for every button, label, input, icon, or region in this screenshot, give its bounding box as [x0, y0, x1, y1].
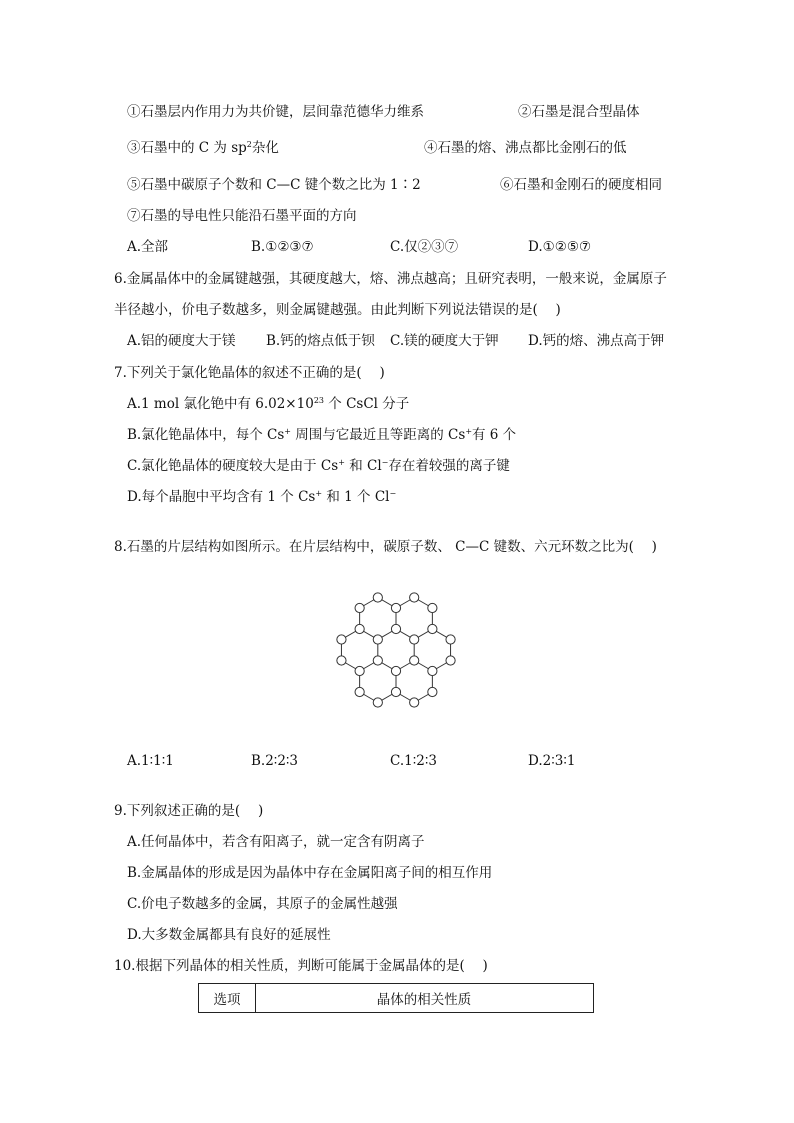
q9-stem: 9.下列叙述正确的是( )	[114, 803, 264, 819]
q7-option-c: C.氯化铯晶体的硬度较大是由于 Cs+ 和 Cl−存在着较强的离子键	[127, 458, 510, 474]
carbon-atom	[428, 666, 437, 675]
q7-option-d: D.每个晶胞中平均含有 1 个 Cs+ 和 1 个 Cl−	[127, 489, 397, 505]
carbon-atom	[391, 603, 400, 612]
carbon-atom	[373, 656, 382, 665]
carbon-atom	[373, 593, 382, 602]
carbon-atom	[428, 687, 437, 696]
carbon-atom	[373, 698, 382, 707]
q9-option-d: D.大多数金属都具有良好的延展性	[127, 927, 331, 943]
q9-option-a: A.任何晶体中，若含有阳离子，就一定含有阴离子	[127, 834, 425, 850]
statement-6: ⑥石墨和金刚石的硬度相同	[500, 177, 662, 193]
carbon-atom	[337, 635, 346, 644]
carbon-atom	[428, 624, 437, 633]
carbon-atom	[410, 656, 419, 665]
q8-option-a: A.1∶1∶1	[127, 753, 174, 769]
q8-option-d: D.2∶3∶1	[528, 753, 576, 769]
carbon-atom	[373, 635, 382, 644]
carbon-atom	[410, 635, 419, 644]
q8-option-b: B.2∶2∶3	[251, 753, 299, 769]
statement-4: ④石墨的熔、沸点都比金刚石的低	[424, 140, 627, 156]
carbon-atom	[410, 593, 419, 602]
table-header-properties: 晶体的相关性质	[376, 992, 472, 1008]
statement-1: ①石墨层内作用力为共价键，层间靠范德华力维系	[127, 104, 424, 120]
q7-stem: 7.下列关于氯化铯晶体的叙述不正确的是( )	[114, 365, 385, 381]
q7-option-b: B.氯化铯晶体中，每个 Cs+ 周围与它最近且等距离的 Cs+有 6 个	[127, 427, 517, 443]
carbon-atom	[391, 687, 400, 696]
carbon-atom	[337, 656, 346, 665]
q5-option-a: A.全部	[127, 239, 169, 255]
q7-option-a: A.1 mol 氯化铯中有 $6.02\times 10^{23}$ 个 CsCl 分子	[127, 396, 410, 412]
carbon-atom	[391, 624, 400, 633]
q9-option-b: B.金属晶体的形成是因为晶体中存在金属阳离子间的相互作用	[127, 865, 493, 881]
q10-stem: 10.根据下列晶体的相关性质，判断可能属于金属晶体的是( )	[114, 958, 488, 974]
q6-option-d: D.钙的熔、沸点高于钾	[528, 333, 665, 349]
q10-table	[198, 983, 594, 1013]
carbon-atom	[428, 603, 437, 612]
carbon-atom	[355, 603, 364, 612]
graphite-layer-diagram	[322, 583, 470, 717]
q6-stem-line-1: 6.金属晶体中的金属键越强，其硬度越大，熔、沸点越高；且研究表明，一般来说，金属原子	[114, 271, 667, 287]
table-header-option: 选项	[199, 984, 256, 1012]
q6-option-a: A.铝的硬度大于镁	[127, 333, 236, 349]
statement-2: ②石墨是混合型晶体	[518, 104, 640, 120]
carbon-atom	[446, 635, 455, 644]
q5-option-b: B.①②③⑦	[251, 239, 314, 255]
carbon-atom	[355, 687, 364, 696]
q8-option-c: C.1∶2∶3	[390, 753, 437, 769]
statement-7: ⑦石墨的导电性只能沿石墨平面的方向	[127, 208, 357, 224]
q8-stem: 8.石墨的片层结构如图所示。在片层结构中，碳原子数、 C—C 键数、六元环数之比为( )	[114, 539, 657, 555]
q6-option-b: B.钙的熔点低于钡	[266, 333, 375, 349]
carbon-atom	[446, 656, 455, 665]
statement-5: ⑤石墨中碳原子个数和 C—C 键个数之比为 1∶2	[127, 177, 421, 193]
q5-option-c: C.仅②③⑦	[390, 239, 459, 255]
q6-option-c: C.镁的硬度大于钾	[390, 333, 499, 349]
q6-stem-line-2: 半径越小，价电子数越多，则金属键越强。由此判断下列说法错误的是( )	[114, 302, 561, 318]
carbon-atom	[391, 666, 400, 675]
carbon-atom	[355, 624, 364, 633]
carbon-atom	[410, 698, 419, 707]
carbon-atom	[355, 666, 364, 675]
statement-3: ③石墨中的 C 为 $sp^2$杂化	[127, 140, 279, 156]
q5-option-d: D.①②⑤⑦	[528, 239, 592, 255]
q9-option-c: C.价电子数越多的金属，其原子的金属性越强	[127, 896, 398, 912]
